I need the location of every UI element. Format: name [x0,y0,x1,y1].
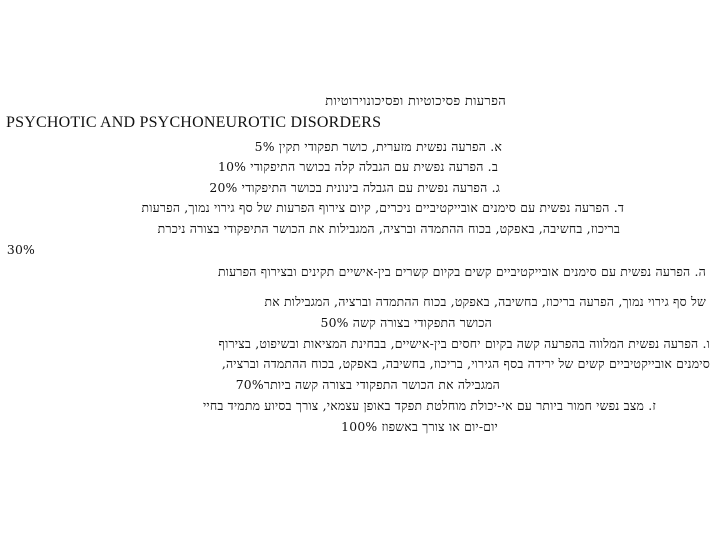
item-g-line-1: ז. מצב נפשי חמור ביותר עם אי-יכולת מוחלטת תפקד באופן עצמאי, צורך בסיוע מתמיד בחיי [202,398,656,413]
item-d-percent: 30% [6,242,35,257]
item-e-line-1: ה. הפרעה נפשית עם סימנים אובייקטיביים קשים בקיום קשרים בין-אישיים תקינים ובצירוף הפרעות [217,264,706,279]
item-c-line: ג. הפרעה נפשית עם הגבלה בינונית בכושר התיפקודי 20% [209,180,500,195]
item-e-line-2: של סף גירוי נמוך, הפרעה בריכוז, בחשיבה, באפקט, בכוח ההתמדה וברציה, המגבילות את [264,294,706,309]
item-e-line-3: הכושר התפקודי בצורה קשה 50% [320,315,492,330]
item-d-line-2: בריכוז, בחשיבה, באפקט, בכוח ההתמדה וברציה, המגבילות את הכושר התיפקודי בצורה ניכרת [157,221,620,236]
item-d-line-1: ד. הפרעה נפשית עם סימנים אובייקטיביים ניכרים, קיום צירוף הפרעות של סף גירוי נמוך, הפרעות [141,200,624,215]
item-f-line-2: סימנים אובייקטיביים קשים של ירידה בסף הגירוי, בריכוז, בחשיבה, באפקט, בכוח ההתמדה וברציה, [221,356,710,371]
hebrew-title: הפרעות פסיכוטיות ופסיכונוירוטיות [325,94,506,109]
item-g-line-2: יום-יום או צורך באשפוז 100% [341,419,498,434]
item-b-line: ב. הפרעה נפשית עם הגבלה קלה בכושר התיפקודי 10% [217,159,498,174]
item-f-line-1: ו. הפרעה נפשית המלווה בהפרעה קשה בקיום יחסים בין-אישיים, בבחינת המציאות ובשיפוט, בצירוף [218,336,710,351]
item-a-line: א. הפרעה נפשית מזערית, כושר תפקודי תקין 5% [254,139,502,154]
english-title: PSYCHOTIC AND PSYCHONEUROTIC DISORDERS [6,114,382,131]
item-f-line-3: המגבילה את הכושר התפקודי בצורה קשה ביותר70% [235,377,500,392]
